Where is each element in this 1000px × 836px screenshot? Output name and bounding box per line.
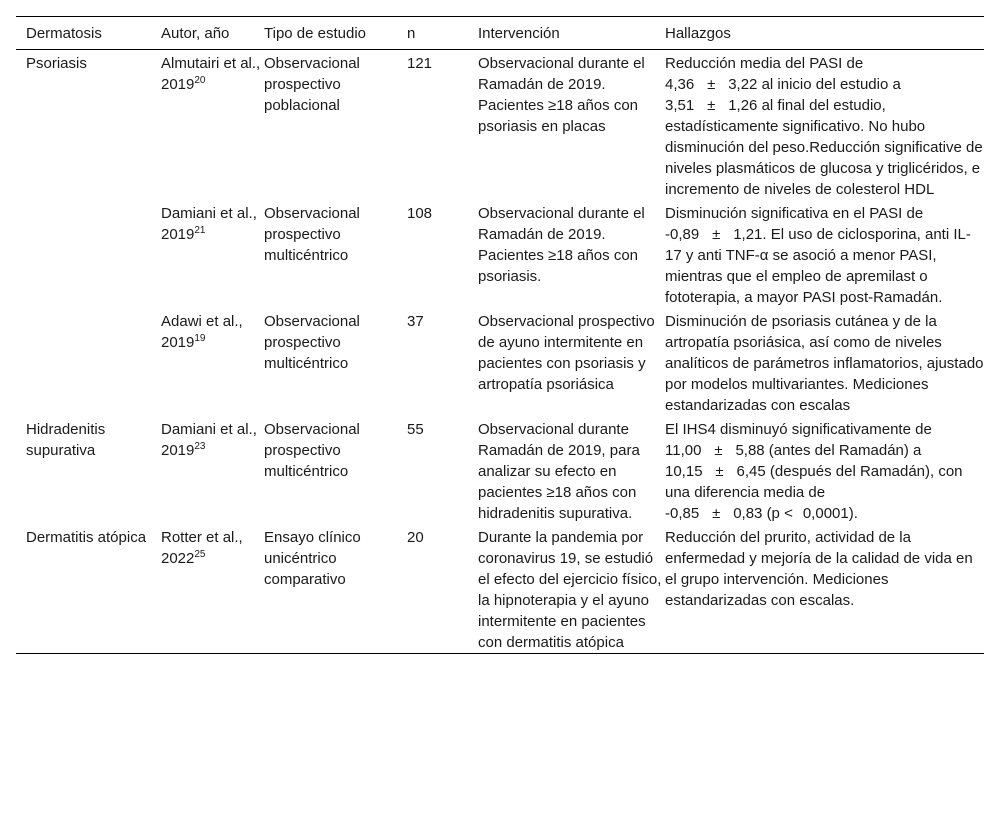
reference-number: 19 xyxy=(194,333,206,344)
cell-autor: Damiani et al., 2019$^{23}$ xyxy=(161,421,257,459)
table-row xyxy=(16,524,984,654)
cell-intervencion: Observacional durante el Ramadán de 2019. Pacientes ≥18 años con psoriasis. xyxy=(478,205,645,285)
table-row xyxy=(16,200,984,308)
cell-autor: Damiani et al., 2019$^{21}$ xyxy=(161,205,257,243)
cell-autor: Rotter et al., 2022$^{25}$ xyxy=(161,524,264,654)
reference-number: 21 xyxy=(194,225,206,236)
col-n: n xyxy=(407,17,478,50)
cell-tipo: Observacional prospectivo poblacional xyxy=(264,55,360,114)
table-row xyxy=(16,416,984,524)
cell-autor: Adawi et al., 2019$^{19}$ xyxy=(161,313,243,351)
cell-hallazgos: El IHS4 disminuyó significativamente de 11,00 ± 5,88 (antes del Ramadán) a 10,15 ± 6,45 (después del Ramadán), con una diferencia media de -0,85 ± 0,83 (p < 0,0001). xyxy=(665,421,963,522)
reference-number: 23 xyxy=(194,441,206,452)
cell-tipo: Observacional prospectivo multicéntrico xyxy=(264,313,360,372)
cell-intervencion: Observacional prospectivo de ayuno intermitente en pacientes con psoriasis y artropatía psoriásica xyxy=(478,313,655,393)
reference-number: 20 xyxy=(194,75,206,86)
cell-dermatosis: Hidradenitis supurativa xyxy=(26,421,106,459)
reference-number: 25 xyxy=(194,549,206,560)
cell-intervencion: Observacional durante el Ramadán de 2019. Pacientes ≥18 años con psoriasis en placas xyxy=(478,55,645,135)
cell-dermatosis: Psoriasis xyxy=(26,55,87,72)
col-tipo: Tipo de estudio xyxy=(264,17,407,50)
cell-intervencion: Observacional durante Ramadán de 2019, para analizar su efecto en pacientes ≥18 años con hidradenitis supurativa. xyxy=(478,421,640,522)
cell-hallazgos: Disminución de psoriasis cutánea y de la artropatía psoriásica, así como de niveles analíticos de parámetros inflamatorios, ajustado por modelos multivariantes. Mediciones estandarizadas con escalas xyxy=(665,313,984,414)
col-autor: Autor, año xyxy=(161,17,264,50)
table-row xyxy=(16,308,984,416)
col-dermatosis: Dermatosis xyxy=(16,17,161,50)
header-row xyxy=(16,17,984,50)
col-hallazgos: Hallazgos xyxy=(665,17,984,50)
cell-n: 55 xyxy=(407,421,424,438)
col-intervencion: Intervención xyxy=(478,17,665,50)
cell-n: 108 xyxy=(407,205,433,222)
cell-n: 37 xyxy=(407,313,424,330)
table-row xyxy=(16,50,984,201)
cell-tipo: Ensayo clínico unicéntrico comparativo xyxy=(264,524,407,654)
study-table xyxy=(16,16,984,654)
cell-hallazgos: Reducción media del PASI de 4,36 ± 3,22 al inicio del estudio a 3,51 ± 1,26 al final del estudio, estadísticamente significativo. No hubo disminución del peso.Reducción significative de niveles plasmáticos de glucosa y triglicéridos, e incremento de niveles de colesterol HDL xyxy=(665,55,983,198)
cell-dermatosis xyxy=(16,308,161,416)
cell-intervencion: Durante la pandemia por coronavirus 19, se estudió el efecto del ejercicio físico, la hipnoterapia y el ayuno intermitente en pacientes con dermatitis atópica xyxy=(478,524,665,654)
cell-n: 121 xyxy=(407,55,433,72)
cell-dermatosis: Dermatitis atópica xyxy=(16,524,161,654)
cell-dermatosis xyxy=(16,200,161,308)
cell-tipo: Observacional prospectivo multicéntrico xyxy=(264,421,360,480)
cell-hallazgos: Reducción del prurito, actividad de la enfermedad y mejoría de la calidad de vida en el grupo intervención. Mediciones estandarizadas con escalas. xyxy=(665,524,984,654)
cell-n: 20 xyxy=(407,524,478,654)
cell-autor: Almutairi et al., 2019$^{20}$ xyxy=(161,55,261,93)
cell-hallazgos: Disminución significativa en el PASI de -0,89 ± 1,21. El uso de ciclosporina, anti IL-17 y anti TNF-α se asoció a menor PASI, mientras que el empleo de apremilast o fototerapia, a mayor PASI post-Ramadán. xyxy=(665,205,971,306)
cell-tipo: Observacional prospectivo multicéntrico xyxy=(264,205,360,264)
